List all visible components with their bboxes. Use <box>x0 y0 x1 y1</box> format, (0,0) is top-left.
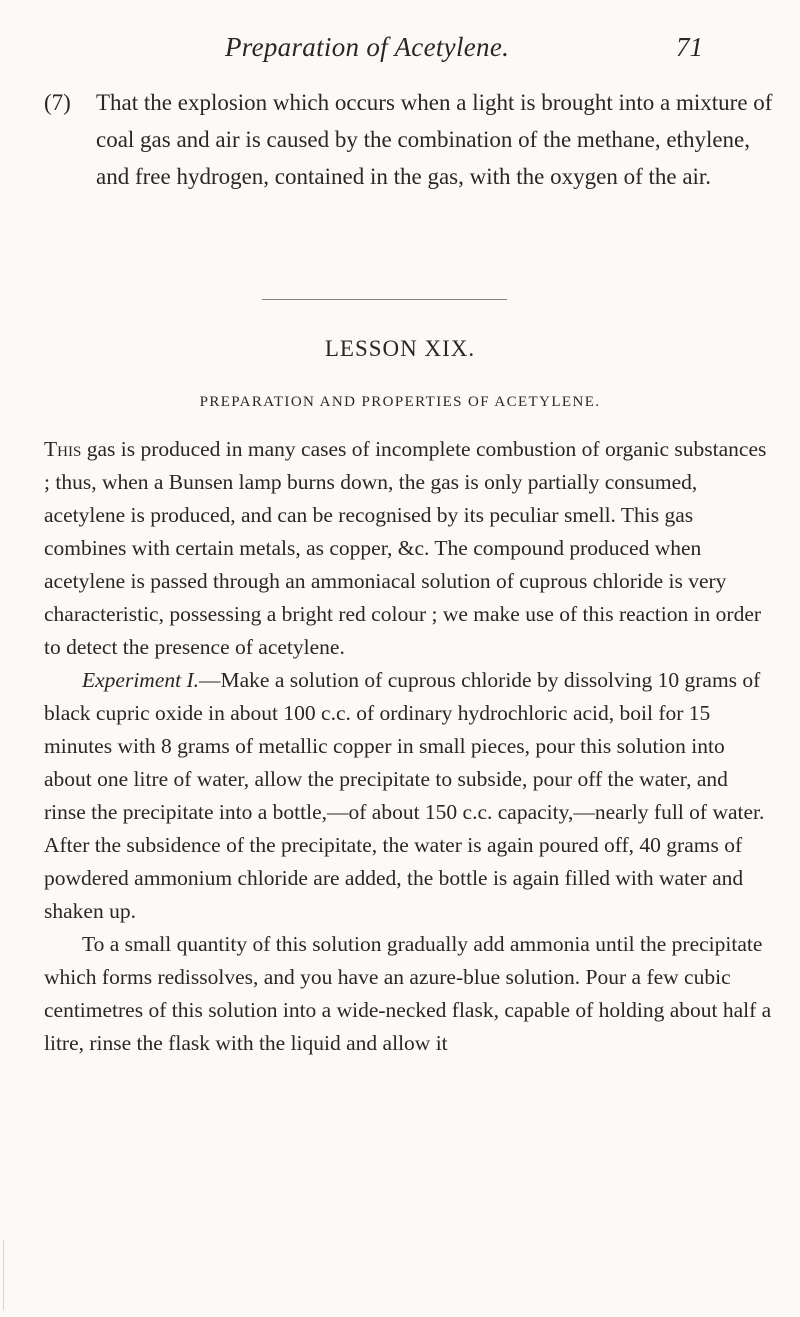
lesson-title: LESSON XIX. <box>324 336 476 361</box>
margin-edge <box>3 1240 10 1310</box>
experiment-text: —Make a solution of cuprous chloride by dissolving 10 grams of black cupric oxide in about 100 c.c. of ordinary hydrochloric acid, boil for 15 minutes with 8 grams of metallic copper in small pieces, pour this solution into about one litre of water, allow the precipitate to subside, pour off the water, and rinse the precipitate into a bottle,—of about 150 c.c. capacity,—nearly full of water. After the subsidence of the precipitate, the water is again poured off, 40 grams of powdered ammonium chloride are added, the bottle is again filled with water and shaken up. <box>44 668 765 923</box>
lesson-subtitle: PREPARATION AND PROPERTIES OF ACETYLENE. <box>199 394 601 410</box>
experiment-label: Experiment I. <box>82 668 200 692</box>
paragraph-experiment <box>44 664 774 928</box>
paragraph-ammonia: To a small quantity of this solution gradually add ammonia until the precipitate which forms redissolves, and you have an azure-blue solution. Pour a few cubic centimetres of this solution into a wide-necked flask, capable of holding about half a litre, rinse the flask with the liquid and allow it <box>44 932 772 1055</box>
main-text <box>44 433 774 1060</box>
item-number: (7) <box>44 90 71 115</box>
running-head: Preparation of Acetylene. <box>225 32 510 62</box>
page-number: 71 <box>676 32 703 62</box>
lead-word: This <box>44 437 82 461</box>
section-divider <box>262 299 507 300</box>
intro-text: gas is produced in many cases of incomplete combustion of organic substances ; thus, when a Bunsen lamp burns down, the gas is only partially consumed, acetylene is produced, and can be recognised by its peculiar smell. This gas combines with certain metals, as copper, &c. The compound produced when acetylene is passed through an ammoniacal solution of cuprous chloride is very characteristic, possessing a bright red colour ; we make use of this reaction in order to detect the presence of acetylene. <box>44 437 767 659</box>
paragraph-intro <box>44 433 774 664</box>
page-header <box>0 14 800 62</box>
item-text: That the explosion which occurs when a light is brought into a mixture of coal gas and air is caused by the combination of the methane, ethylene, and free hydrogen, contained in the gas, with the oxygen of the air. <box>96 90 773 189</box>
numbered-item-7 <box>44 84 774 195</box>
